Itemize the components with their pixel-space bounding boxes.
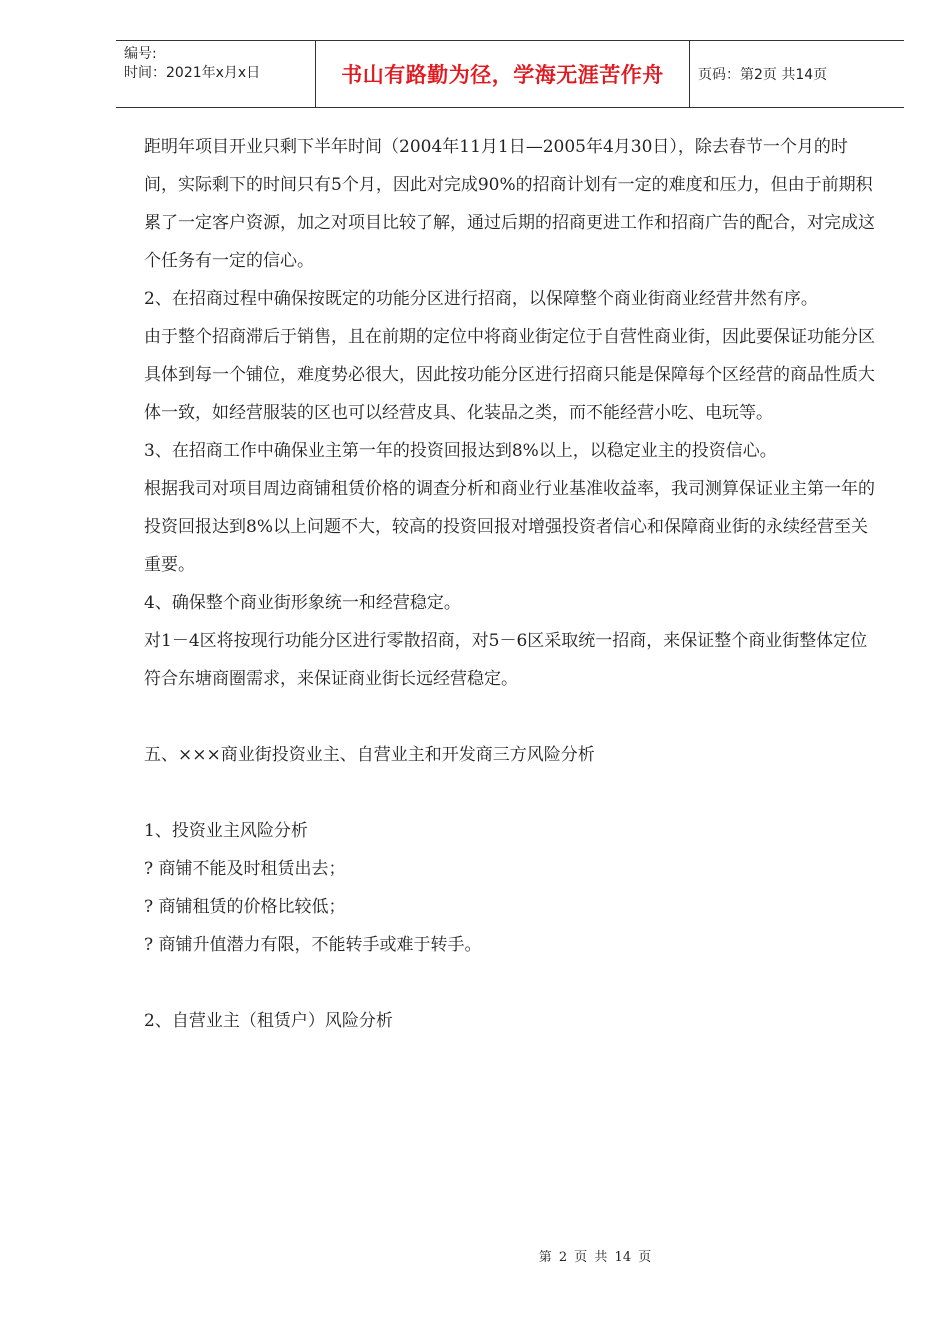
- risk-list-item: ? 商铺不能及时租赁出去；: [144, 859, 346, 879]
- paragraph-intro: 距明年项目开业只剩下半年时间（2004年11月1日—2005年4月30日），除去春节一个月的时间，实际剩下的时间只有5个月，因此对完成90%的招商计划有一定的难度和压力，但由于前期积累了一定客户资源，加之对项目比较了解，通过后期的招商更进工作和招商广告的配合，对完成这个任务有一定的信心。: [144, 137, 875, 271]
- item-3-heading: 3、在招商工作中确保业主第一年的投资回报达到8%以上，以稳定业主的投资信心。: [144, 441, 777, 461]
- item-2-body: 由于整个招商滞后于销售，且在前期的定位中将商业街定位于自营性商业街，因此要保证功能分区具体到每一个铺位，难度势必很大，因此按功能分区进行招商只能是保障每个区经营的商品性质大体一致，如经营服装的区也可以经营皮具、化装品之类，而不能经营小吃、电玩等。: [144, 327, 875, 423]
- subsection-1-heading: 1、投资业主风险分析: [144, 821, 308, 841]
- item-2-heading: 2、在招商过程中确保按既定的功能分区进行招商，以保障整个商业街商业经营井然有序。: [144, 289, 818, 309]
- risk-list-item: ? 商铺租赁的价格比较低；: [144, 897, 346, 917]
- spacer: [144, 774, 876, 812]
- header-page-cell: [690, 41, 904, 107]
- document-body: [144, 128, 876, 1040]
- spacer: [144, 964, 876, 1002]
- header-motto-cell: [316, 41, 690, 107]
- header-motto: 书山有路勤为径，学海无涯苦作舟: [341, 63, 664, 87]
- time-label: 时间：2021年x月x日: [124, 65, 261, 81]
- section-5-heading: 五、×××商业街投资业主、自营业主和开发商三方风险分析: [144, 745, 595, 765]
- doc-number-label: 编号:: [124, 46, 157, 62]
- page-footer: 第 2 页 共 14 页: [538, 1250, 652, 1265]
- page-header: [116, 40, 904, 108]
- item-4-heading: 4、确保整个商业街形象统一和经营稳定。: [144, 593, 461, 613]
- spacer: [144, 698, 876, 736]
- risk-list-item: ? 商铺升值潜力有限，不能转手或难于转手。: [144, 935, 482, 955]
- item-4-body: 对1－4区将按现行功能分区进行零散招商，对5－6区采取统一招商，来保证整个商业街整体定位符合东塘商圈需求，来保证商业街长远经营稳定。: [144, 631, 868, 689]
- subsection-2-heading: 2、自营业主（租赁户）风险分析: [144, 1011, 393, 1031]
- header-meta-cell: [116, 41, 316, 107]
- header-page-label: 页码：第2页 共14页: [698, 67, 828, 83]
- item-3-body: 根据我司对项目周边商铺租赁价格的调查分析和商业行业基准收益率，我司测算保证业主第一年的投资回报达到8%以上问题不大，较高的投资回报对增强投资者信心和保障商业街的永续经营至关重要。: [144, 479, 875, 575]
